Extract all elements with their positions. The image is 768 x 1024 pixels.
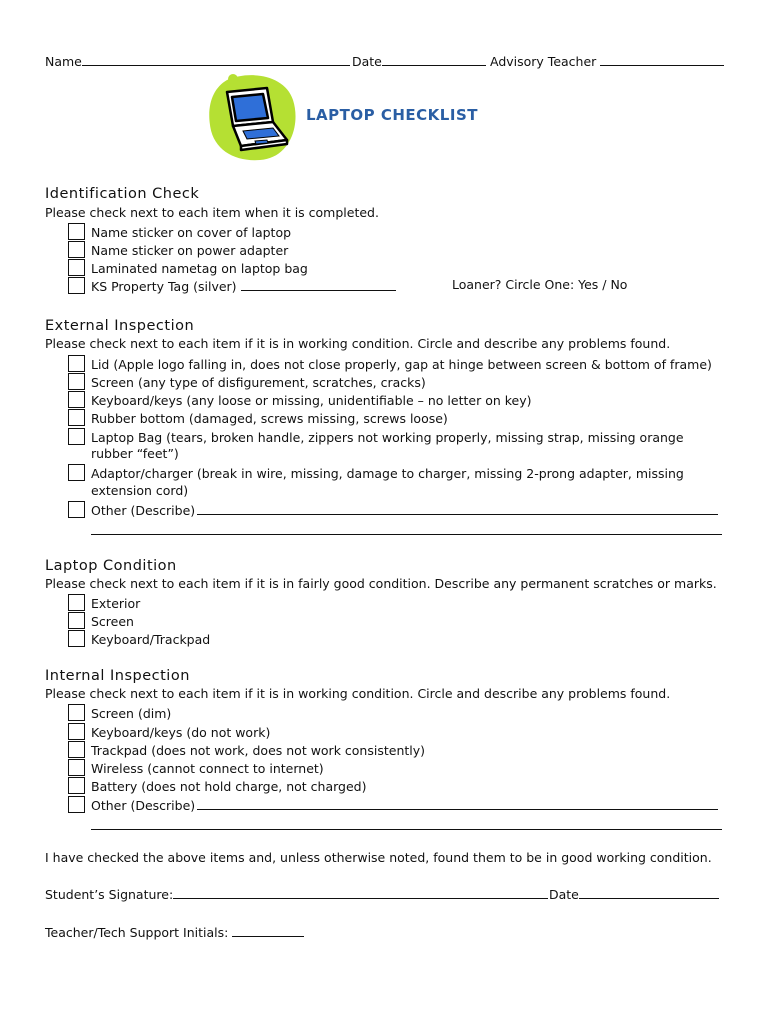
date-field[interactable] [352,54,486,69]
id-item-3: Laminated nametag on laptop bag [68,259,308,276]
checkbox[interactable] [68,373,85,390]
date-blank[interactable] [382,55,486,66]
checkbox[interactable] [68,630,85,647]
checkbox[interactable] [68,704,85,721]
checkbox[interactable] [68,594,85,611]
checkbox[interactable] [68,501,85,518]
laptop-icon [205,70,300,165]
condition-instructions: Please check next to each item if it is in fairly good condition. Describe any permanent scratches or marks. [45,576,717,591]
ext-item-1: Lid (Apple logo falling in, does not close properly, gap at hinge between screen & bottom of frame) [68,355,712,372]
cond-item-1: Exterior [68,594,140,611]
checkbox[interactable] [68,391,85,408]
initials-field [45,925,304,940]
date-label: Date [352,54,382,69]
int-item-5: Battery (does not hold charge, not charged) [68,777,366,794]
int-other-line-2[interactable] [91,829,722,830]
checkbox[interactable] [68,741,85,758]
int-item-4: Wireless (cannot connect to internet) [68,759,324,776]
page-title: LAPTOP CHECKLIST [306,106,478,124]
ext-item-4: Rubber bottom (damaged, screws missing, screws loose) [68,409,448,426]
checkbox[interactable] [68,259,85,276]
ext-item-5-cont: rubber “feet”) [91,446,179,461]
student-signature-field [45,887,548,902]
checkbox[interactable] [68,723,85,740]
internal-title: Internal Inspection [45,668,190,684]
student-signature-label: Student’s Signature: [45,887,174,902]
advisory-label: Advisory Teacher [490,54,597,69]
int-other-line[interactable] [197,809,718,810]
signature-date-field [549,887,719,902]
identification-instructions: Please check next to each item when it is completed. [45,205,379,220]
name-blank[interactable] [82,55,350,66]
condition-title: Laptop Condition [45,558,177,574]
identification-title: Identification Check [45,186,200,202]
advisory-blank[interactable] [600,55,724,66]
ext-other-line-2[interactable] [91,534,722,535]
checkbox[interactable] [68,277,85,294]
checkbox[interactable] [68,464,85,481]
ext-item-2: Screen (any type of disfigurement, scratches, cracks) [68,373,426,390]
ext-item-6: Adaptor/charger (break in wire, missing, damage to charger, missing 2-prong adapter, missing [68,464,684,481]
checkbox[interactable] [68,612,85,629]
loaner-question: Loaner? Circle One: Yes / No [452,277,628,292]
checkbox[interactable] [68,796,85,813]
property-tag-blank[interactable] [241,280,396,291]
int-item-2: Keyboard/keys (do not work) [68,723,270,740]
checkbox[interactable] [68,355,85,372]
int-item-3: Trackpad (does not work, does not work consistently) [68,741,425,758]
ext-item-7: Other (Describe) [68,501,195,518]
checkbox[interactable] [68,428,85,445]
signature-date-label: Date [549,887,579,902]
id-item-2: Name sticker on power adapter [68,241,288,258]
checkbox[interactable] [68,241,85,258]
id-item-1: Name sticker on cover of laptop [68,223,291,240]
external-instructions: Please check next to each item if it is in working condition. Circle and describe any problems found. [45,336,671,351]
internal-instructions: Please check next to each item if it is in working condition. Circle and describe any problems found. [45,686,671,701]
advisory-field[interactable] [490,54,724,69]
int-item-6: Other (Describe) [68,796,195,813]
student-signature-blank[interactable] [173,888,548,899]
initials-blank[interactable] [232,926,304,937]
checkbox[interactable] [68,777,85,794]
ext-item-6-cont: extension cord) [91,483,189,498]
external-title: External Inspection [45,318,195,334]
initials-label: Teacher/Tech Support Initials: [45,925,229,940]
name-field[interactable] [45,54,350,69]
ext-item-3: Keyboard/keys (any loose or missing, unidentifiable – no letter on key) [68,391,532,408]
cond-item-3: Keyboard/Trackpad [68,630,210,647]
name-label: Name [45,54,82,69]
checkbox[interactable] [68,223,85,240]
checkbox[interactable] [68,409,85,426]
id-item-4: KS Property Tag (silver) [68,277,396,294]
ext-item-5: Laptop Bag (tears, broken handle, zippers not working properly, missing strap, missing orange [68,428,684,445]
checkbox[interactable] [68,759,85,776]
certification-statement: I have checked the above items and, unless otherwise noted, found them to be in good working condition. [45,850,712,865]
signature-date-blank[interactable] [579,888,719,899]
cond-item-2: Screen [68,612,134,629]
int-item-1: Screen (dim) [68,704,171,721]
ext-other-line[interactable] [197,514,718,515]
